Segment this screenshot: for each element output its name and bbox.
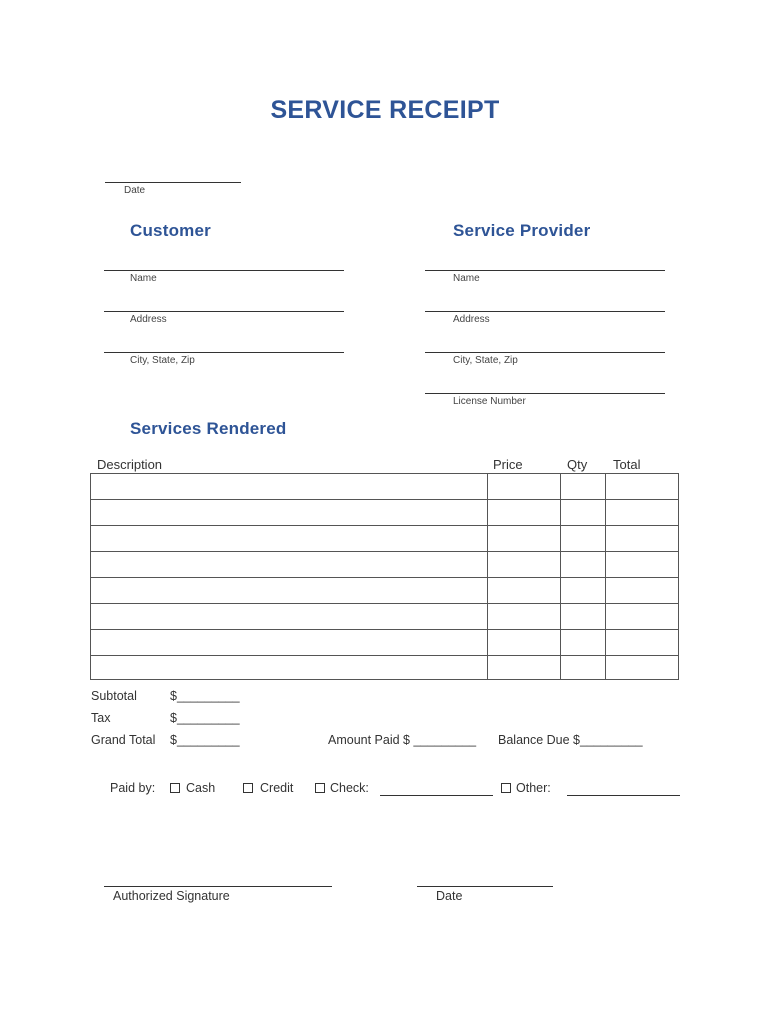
provider-license-line[interactable] <box>425 393 665 394</box>
cash-checkbox[interactable] <box>170 783 180 793</box>
services-table <box>90 473 679 680</box>
authorized-signature-label: Authorized Signature <box>113 889 230 903</box>
customer-name-line[interactable] <box>104 270 344 271</box>
provider-address-line[interactable] <box>425 311 665 312</box>
provider-name-line[interactable] <box>425 270 665 271</box>
signature-date-label: Date <box>436 889 463 903</box>
provider-license-label: License Number <box>453 396 526 407</box>
credit-label: Credit <box>260 781 294 795</box>
provider-city-line[interactable] <box>425 352 665 353</box>
subtotal-field[interactable]: $_________ <box>170 689 240 703</box>
date-label: Date <box>124 185 146 196</box>
table-row-divider <box>91 551 678 552</box>
paid-by-label: Paid by: <box>110 781 156 795</box>
other-label: Other: <box>516 781 551 795</box>
customer-heading: Customer <box>130 221 211 240</box>
customer-city-label: City, State, Zip <box>130 355 195 366</box>
table-column-divider <box>487 474 488 679</box>
table-row-divider <box>91 499 678 500</box>
column-header-description: Description <box>97 457 163 472</box>
column-header-qty: Qty <box>567 457 588 472</box>
services-heading: Services Rendered <box>130 419 287 438</box>
credit-checkbox[interactable] <box>243 783 253 793</box>
cash-label: Cash <box>186 781 216 795</box>
tax-field[interactable]: $_________ <box>170 711 240 725</box>
provider-heading: Service Provider <box>453 221 591 240</box>
subtotal-label: Subtotal <box>91 689 137 703</box>
check-label: Check: <box>330 781 369 795</box>
check-number-line[interactable] <box>380 795 493 796</box>
signature-line[interactable] <box>104 886 332 887</box>
table-row-divider <box>91 525 678 526</box>
check-checkbox[interactable] <box>315 783 325 793</box>
table-row-divider <box>91 655 678 656</box>
tax-label: Tax <box>91 711 111 725</box>
signature-date-line[interactable] <box>417 886 553 887</box>
grand-total-label: Grand Total <box>91 733 156 747</box>
customer-name-label: Name <box>130 273 157 284</box>
grand-total-field[interactable]: $_________ <box>170 733 240 747</box>
table-column-divider <box>605 474 606 679</box>
other-method-line[interactable] <box>567 795 680 796</box>
table-row-divider <box>91 629 678 630</box>
customer-address-line[interactable] <box>104 311 344 312</box>
provider-city-label: City, State, Zip <box>453 355 518 366</box>
balance-due-field[interactable]: Balance Due $_________ <box>498 733 643 747</box>
column-header-total: Total <box>613 457 641 472</box>
provider-address-label: Address <box>453 314 490 325</box>
other-checkbox[interactable] <box>501 783 511 793</box>
customer-address-label: Address <box>130 314 167 325</box>
date-line[interactable] <box>105 182 241 183</box>
table-row-divider <box>91 603 678 604</box>
customer-city-line[interactable] <box>104 352 344 353</box>
page-title: SERVICE RECEIPT <box>270 96 500 124</box>
provider-name-label: Name <box>453 273 480 284</box>
column-header-price: Price <box>493 457 523 472</box>
table-row-divider <box>91 577 678 578</box>
amount-paid-field[interactable]: Amount Paid $ _________ <box>328 733 477 747</box>
table-column-divider <box>560 474 561 679</box>
